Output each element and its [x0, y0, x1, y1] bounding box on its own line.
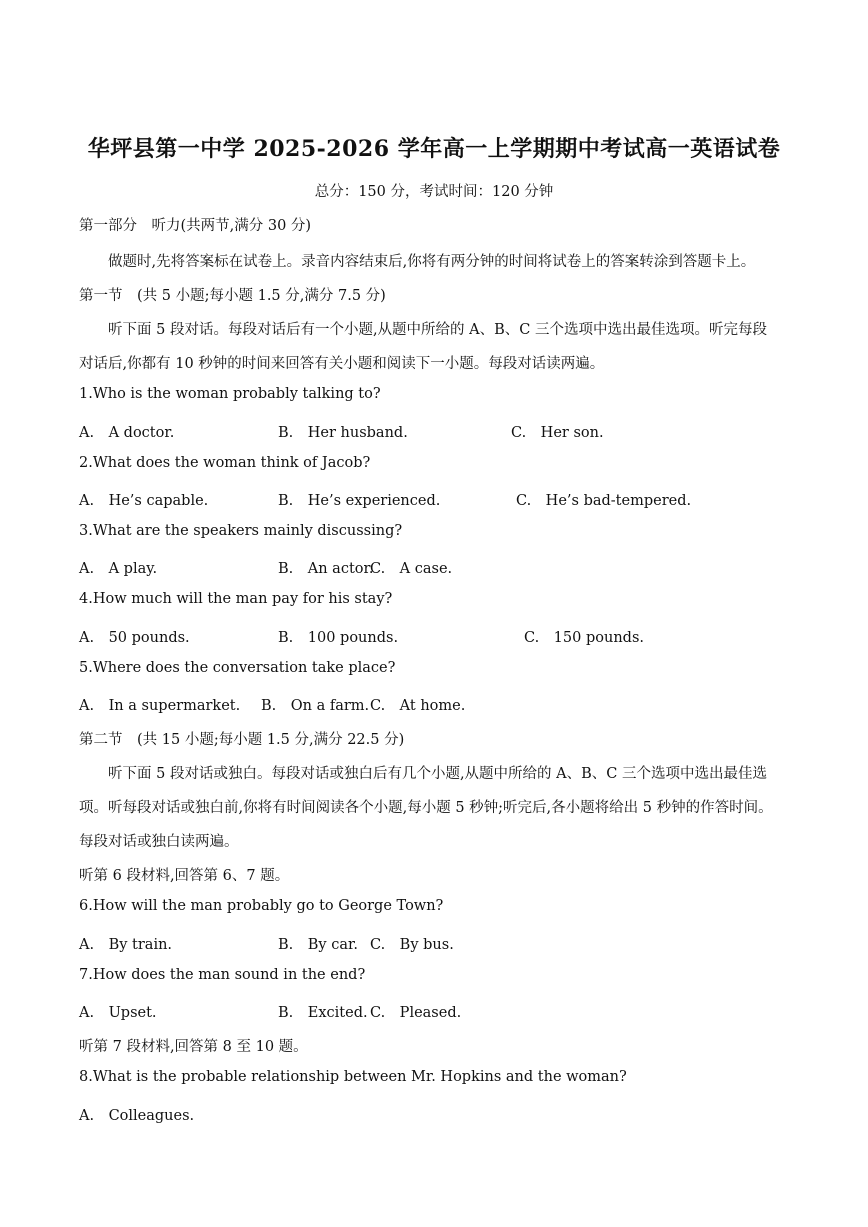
- q3-option-a: A. A play.: [79, 561, 158, 577]
- question-1: 1.Who is the woman probably talking to?: [79, 386, 381, 402]
- q7-option-a: A. Upset.: [79, 1005, 157, 1021]
- section1-instructions-line1: 听下面 5 段对话。每段对话后有一个小题,从题中所给的 A、B、C 三个选项中选出最佳选项。听完每段: [108, 322, 767, 338]
- section1-instructions-line2: 对话后,你都有 10 秒钟的时间来回答有关小题和阅读下一小题。每段对话读两遍。: [79, 356, 605, 372]
- question-8: 8.What is the probable relationship between Mr. Hopkins and the woman?: [79, 1069, 627, 1085]
- q7-option-c: C. Pleased.: [370, 1005, 462, 1021]
- material-6-heading: 听第 6 段材料,回答第 6、7 题。: [79, 868, 290, 884]
- q3-option-b: B. An actor.: [278, 561, 374, 577]
- q5-option-b: B. On a farm.: [261, 698, 370, 714]
- q4-option-c: C. 150 pounds.: [524, 630, 644, 646]
- q8-option-a: A. Colleagues.: [79, 1108, 195, 1124]
- section2-instructions-line1: 听下面 5 段对话或独白。每段对话或独白后有几个小题,从题中所给的 A、B、C 三个选项中选出最佳选: [108, 766, 767, 782]
- part1-heading: 第一部分 听力(共两节,满分 30 分): [79, 218, 312, 234]
- q6-option-c: C. By bus.: [370, 937, 454, 953]
- material-7-heading: 听第 7 段材料,回答第 8 至 10 题。: [79, 1039, 308, 1055]
- section2-instructions-line2: 项。听每段对话或独白前,你将有时间阅读各个小题,每小题 5 秒钟;听完后,各小题将给出 5 秒钟的作答时间。: [79, 800, 773, 816]
- part1-instructions: 做题时,先将答案标在试卷上。录音内容结束后,你将有两分钟的时间将试卷上的答案转涂到答题卡上。: [108, 254, 756, 270]
- q7-option-b: B. Excited.: [278, 1005, 368, 1021]
- q1-option-a: A. A doctor.: [79, 425, 175, 441]
- question-7: 7.How does the man sound in the end?: [79, 967, 366, 983]
- section2-heading: 第二节 (共 15 小题;每小题 1.5 分,满分 22.5 分): [79, 732, 405, 748]
- question-4: 4.How much will the man pay for his stay?: [79, 591, 393, 607]
- question-6: 6.How will the man probably go to George Town?: [79, 898, 444, 914]
- question-2: 2.What does the woman think of Jacob?: [79, 455, 371, 471]
- section2-instructions-line3: 每段对话或独白读两遍。: [79, 834, 239, 850]
- q1-option-c: C. Her son.: [511, 425, 604, 441]
- q2-option-c: C. He’s bad-tempered.: [516, 493, 692, 509]
- exam-title: 华坪县第一中学 2025-2026 学年高一上学期期中考试高一英语试卷: [87, 136, 781, 162]
- q6-option-b: B. By car.: [278, 937, 358, 953]
- q2-option-b: B. He’s experienced.: [278, 493, 441, 509]
- q2-option-a: A. He’s capable.: [79, 493, 209, 509]
- q4-option-b: B. 100 pounds.: [278, 630, 399, 646]
- q6-option-a: A. By train.: [79, 937, 173, 953]
- q5-option-a: A. In a supermarket.: [79, 698, 241, 714]
- question-5: 5.Where does the conversation take place?: [79, 660, 396, 676]
- q3-option-c: C. A case.: [370, 561, 453, 577]
- question-3: 3.What are the speakers mainly discussing?: [79, 523, 403, 539]
- exam-subtitle: 总分：150 分，考试时间：120 分钟: [314, 184, 554, 200]
- q1-option-b: B. Her husband.: [278, 425, 408, 441]
- section1-heading: 第一节 (共 5 小题;每小题 1.5 分,满分 7.5 分): [79, 288, 386, 304]
- q5-option-c: C. At home.: [370, 698, 466, 714]
- q4-option-a: A. 50 pounds.: [79, 630, 190, 646]
